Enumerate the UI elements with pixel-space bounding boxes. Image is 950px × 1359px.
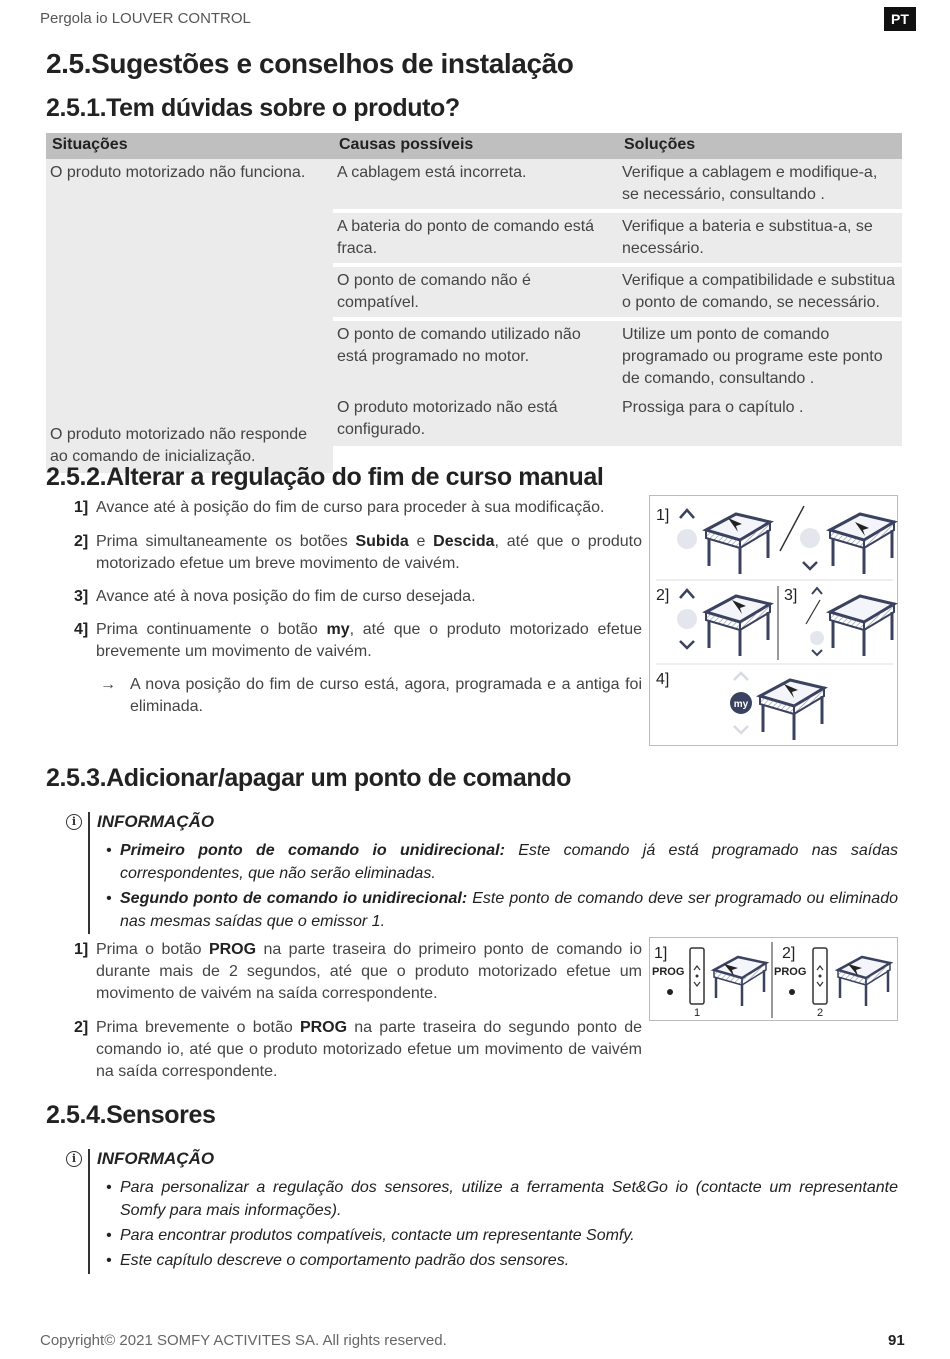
figure-row-2 (656, 586, 894, 660)
prog-figure (649, 937, 898, 1021)
info-icon: i (66, 1151, 82, 1167)
info-bullet: • Segundo ponto de comando io unidirecional: Este ponto de comando deve ser programado ou eliminado nas mesmas saídas que o emissor 1. (106, 890, 898, 930)
cause-cell: O ponto de comando utilizado não está programado no motor. (333, 321, 618, 394)
chevron-down-icon (803, 562, 817, 569)
limit-adjustment-illustration (650, 496, 899, 747)
step-number: 2] (74, 1019, 89, 1036)
step-2 (74, 531, 642, 575)
result-note (100, 674, 642, 718)
step-1-add (74, 939, 642, 1005)
section-2-5-title: 2.5.Sugestões e conselhos de instalação (46, 48, 574, 79)
solution-cell: Verifique a cablagem e modifique-a, se necessário, consultando . (618, 159, 902, 209)
info-title: INFORMAÇÃO (97, 812, 215, 831)
svg-text:4]: 4] (656, 671, 670, 688)
header-situations: Situações (52, 136, 128, 153)
figure-row-1 (656, 506, 894, 574)
step-text: Prima continuamente o botão my, até que o produto motorizado efetue brevemente um movimento de vaivém. (96, 621, 642, 660)
step-number: 3] (74, 588, 89, 605)
step-number: 1] (74, 941, 89, 958)
cause-cell: A cablagem está incorreta. (333, 159, 618, 209)
section-2-5-3-title: 2.5.3.Adicionar/apagar um ponto de comando (46, 764, 571, 792)
header-causes: Causas possíveis (339, 136, 474, 153)
svg-text:my: my (733, 699, 749, 710)
svg-text:PROG: PROG (652, 966, 685, 978)
info-bullets (106, 1176, 898, 1274)
footer-copyright: Copyright© 2021 SOMFY ACTIVITES SA. All rights reserved. (40, 1332, 447, 1349)
info-bullet: • Para encontrar produtos compatíveis, contacte um representante Somfy. (106, 1227, 635, 1244)
cause-cell: O produto motorizado não está configurado. (333, 394, 618, 446)
svg-text:2]: 2] (656, 587, 670, 604)
prog-step-2 (774, 945, 890, 1019)
page-number: 91 (888, 1332, 905, 1349)
language-badge: PT (884, 7, 916, 31)
solution-cell: Verifique a compatibilidade e substitua o ponto de comando, se necessário. (618, 267, 902, 317)
situation-cell: O produto motorizado não responde ao comando de inicialização. (46, 421, 333, 473)
prog-illustration (650, 938, 899, 1022)
step-2-add (74, 1017, 642, 1083)
section-2-5-1-title: 2.5.1.Tem dúvidas sobre o produto? (46, 94, 460, 122)
info-bullet: • Este capítulo descreve o comportamento padrão dos sensores. (106, 1252, 570, 1269)
section-2-5-4-title: 2.5.4.Sensores (46, 1101, 216, 1129)
step-4 (74, 619, 642, 663)
solution-cell: Utilize um ponto de comando programado ou programe este ponto de comando, consultando . (618, 321, 902, 394)
prog-step-1 (652, 945, 766, 1019)
svg-text:PROG: PROG (774, 966, 807, 978)
my-button-icon (677, 529, 697, 549)
info-bullet: • Primeiro ponto de comando io unidirecional: Este comando já está programado nas saídas correspondentes, que não serão eliminadas. (106, 842, 899, 882)
chevron-up-icon (680, 510, 694, 518)
info-bullets (106, 839, 898, 935)
troubleshooting-table (46, 133, 902, 473)
section-2-5-2-title: 2.5.2.Alterar a regulação do fim de curso manual (46, 463, 604, 491)
step-number: 2] (74, 533, 89, 550)
svg-text:2]: 2] (782, 945, 796, 962)
step-text: Avance até à nova posição do fim de curso desejada. (96, 588, 476, 605)
svg-text:1]: 1] (656, 507, 670, 524)
step-text: Avance até à posição do fim de curso para proceder à sua modificação. (96, 499, 605, 516)
cause-cell: A bateria do ponto de comando está fraca. (333, 213, 618, 263)
svg-text:1]: 1] (654, 945, 668, 962)
cause-cell: O ponto de comando não é compatível. (333, 267, 618, 317)
header-title: Pergola io LOUVER CONTROL (40, 10, 251, 27)
step-number: 4] (74, 621, 89, 638)
solution-cell: Verifique a bateria e substitua-a, se necessário. (618, 213, 902, 263)
solution-cell: Prossiga para o capítulo . (618, 394, 902, 446)
svg-text:1: 1 (693, 1007, 701, 1019)
step-3 (74, 586, 642, 608)
svg-text:3]: 3] (784, 587, 798, 604)
step-1 (74, 497, 642, 519)
info-title: INFORMAÇÃO (97, 1149, 215, 1168)
arrow-right-icon: → (100, 676, 116, 693)
header-solutions: Soluções (624, 136, 696, 153)
table-header-row (46, 133, 902, 159)
info-bullet: • Para personalizar a regulação dos sensores, utilize a ferramenta Set&Go io (contacte um representante Somfy para mais informações). (106, 1179, 898, 1219)
step-text: Prima o botão PROG na parte traseira do primeiro ponto de comando io durante mais de 2 segundos, até que o produto motorizado efetue um movimento de vaivém na saída correspondente. (96, 941, 642, 1002)
info-icon: i (66, 814, 82, 830)
step-number: 1] (74, 499, 89, 516)
limit-adjustment-figure (649, 495, 898, 746)
step-text: Prima simultaneamente os botões Subida e Descida, até que o produto motorizado efetue um breve movimento de vaivém. (96, 533, 642, 572)
step-text: Prima brevemente o botão PROG na parte traseira do segundo ponto de comando io, até que o produto motorizado efetue um movimento de vaivém na saída correspondente. (96, 1019, 642, 1080)
figure-row-3 (656, 671, 824, 740)
result-note-text: A nova posição do fim de curso está, agora, programada e a antiga foi eliminada. (130, 676, 642, 715)
situation-cell: O produto motorizado não funciona. (46, 159, 333, 421)
svg-text:2: 2 (816, 1007, 824, 1019)
